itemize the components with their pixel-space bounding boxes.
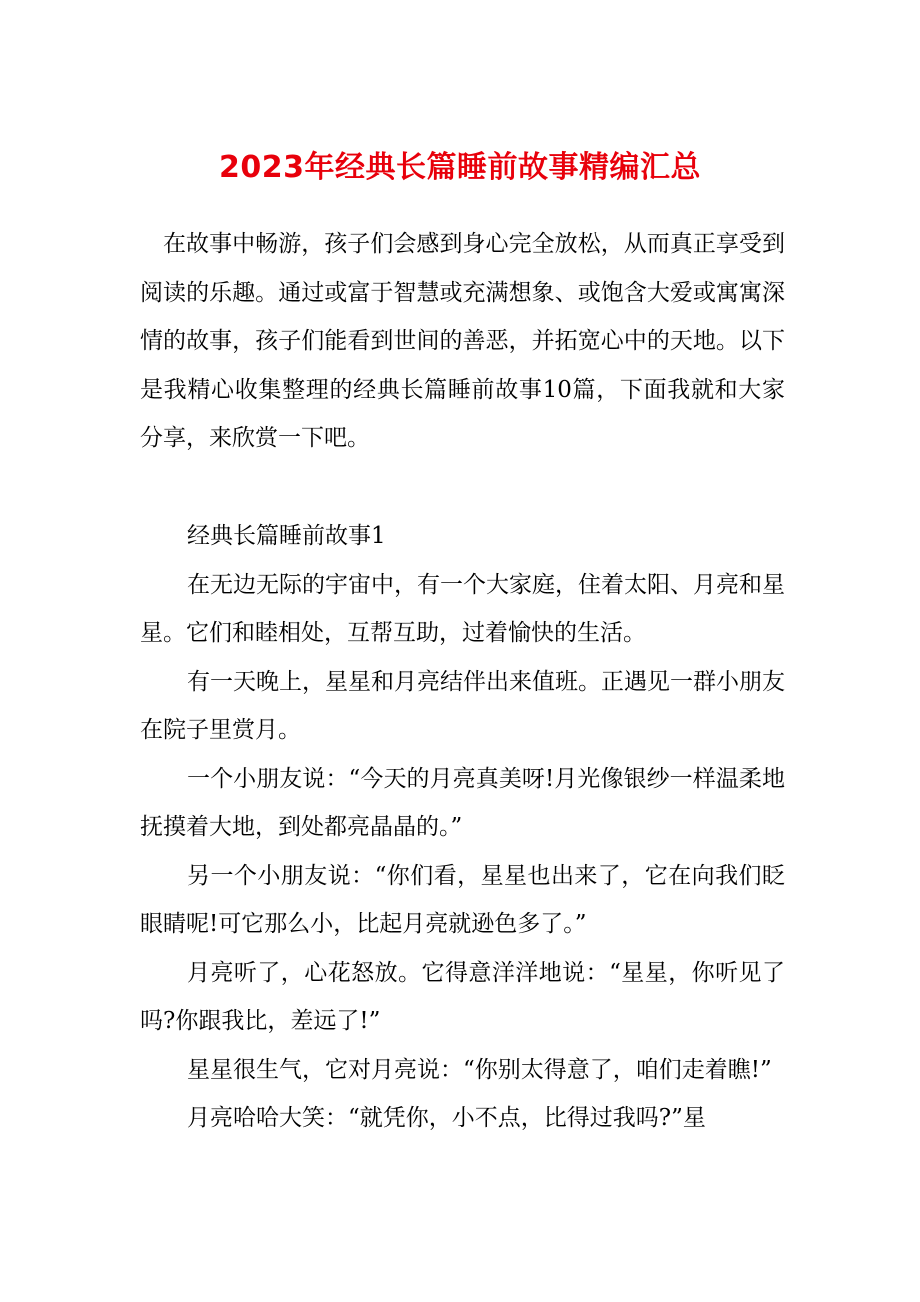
story-paragraph-5: 月亮听了，心花怒放。它得意洋洋地说：“星星，你听见了吗?你跟我比，差远了!” [140,959,785,1034]
story-paragraph-4: 另一个小朋友说：“你们看，星星也出来了，它在向我们眨眼睛呢!可它那么小，比起月亮就逊色多了。” [140,862,785,937]
story-paragraph-3: 一个小朋友说：“今天的月亮真美呀!月光像银纱一样温柔地抚摸着大地，到处都亮晶晶的。” [140,765,785,840]
story-paragraph-6: 星星很生气，它对月亮说：“你别太得意了，咱们走着瞧!” [187,1056,772,1083]
story-paragraph-1: 在无边无际的宇宙中，有一个大家庭，住着太阳、月亮和星星。它们和睦相处，互帮互助，过着愉快的生活。 [140,571,785,646]
story-paragraph-2: 有一天晚上，星星和月亮结伴出来值班。正遇见一群小朋友在院子里赏月。 [140,668,785,743]
document-title: 2023年经典长篇睡前故事精编汇总 [219,150,701,185]
intro-paragraph: 在故事中畅游，孩子们会感到身心完全放松，从而真正享受到阅读的乐趣。通过或富于智慧或充满想象、或饱含大爱或寓寓深情的故事，孩子们能看到世间的善恶，并拓宽心中的天地。以下是我精心收集整理的经典长篇睡前故事10篇，下面我就和大家分享，来欣赏一下吧。 [140,231,785,451]
section-heading: 经典长篇睡前故事1 [187,523,386,549]
story-section [140,512,785,1143]
story-paragraph-7: 月亮哈哈大笑：“就凭你，小不点，比得过我吗?”星 [187,1105,706,1131]
